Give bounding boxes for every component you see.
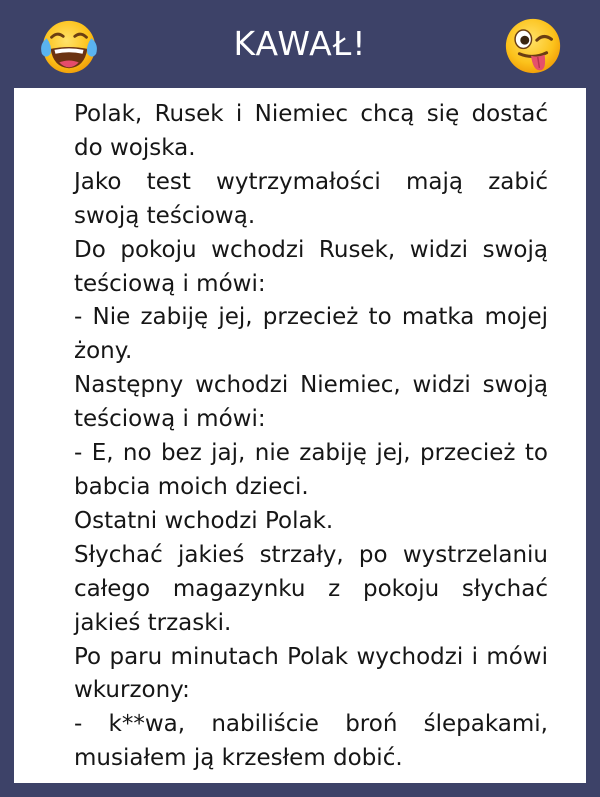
joke-line: Po paru minutach Polak wychodzi i mówi wkurzony: — [74, 643, 548, 704]
joke-line: Jako test wytrzymałości mają zabić swoją teściową. — [74, 168, 548, 229]
header-bar — [0, 0, 600, 88]
joke-line: - E, no bez jaj, nie zabiję jej, przecież to babcia moich dzieci. — [74, 440, 548, 500]
winking-tongue-icon — [502, 15, 564, 77]
joke-line: - k**wa, nabiliście broń ślepakami, musiałem ją krzesłem dobić. — [74, 711, 548, 772]
joke-text — [74, 98, 548, 776]
joke-line: Słychać jakieś strzały, po wystrzelaniu całego magazynku z pokoju słychać jakieś trzaski. — [74, 541, 548, 636]
joke-line: - Nie zabiję jej, przecież to matka mojej żony. — [74, 304, 548, 365]
joke-card — [14, 88, 586, 783]
joke-line: Ostatni wchodzi Polak. — [74, 507, 334, 534]
joke-line: Polak, Rusek i Niemiec chcą się dostać do wojska. — [74, 101, 548, 161]
joke-line: Do pokoju wchodzi Rusek, widzi swoją teściową i mówi: — [74, 236, 548, 297]
joke-line: Następny wchodzi Niemiec, widzi swoją teściową i mówi: — [74, 372, 548, 433]
page-title: KAWAŁ! — [233, 24, 367, 63]
